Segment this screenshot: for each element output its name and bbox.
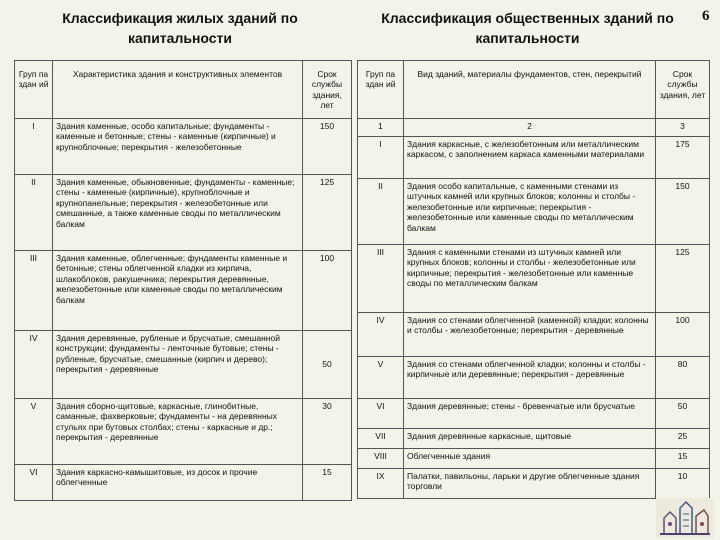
service-life-cell: 100 (303, 251, 352, 331)
group-cell: IV (15, 331, 53, 399)
group-cell: VI (15, 465, 53, 501)
description-cell: Здания со стенами облегченной кладки; колонны и столбы - кирпичные или деревянные; перекрытия - деревянные (404, 357, 656, 399)
description-cell: Здания каркасные, с железобетонным или металлическим каркасом, с заполнением каркаса каменными материалами (404, 137, 656, 179)
group-cell: VI (358, 399, 404, 429)
group-cell: III (358, 245, 404, 313)
left-table-title: Классификация жилых зданий по капитальности (62, 10, 298, 46)
description-cell: Здания со стенами облегченной (каменной) кладки; колонны и столбы - железобетонные; перекрытия - деревянные (404, 313, 656, 357)
table-row (358, 399, 710, 429)
column-number: 1 (358, 119, 404, 137)
group-cell: IX (358, 469, 404, 499)
service-life-cell: 150 (303, 119, 352, 175)
service-life-cell: 150 (656, 179, 710, 245)
column-header-service-life: Срок службы здания, лет (303, 61, 352, 119)
column-header-group: Груп па здан ий (15, 61, 53, 119)
public-classification-table (357, 60, 710, 499)
group-cell: VII (358, 429, 404, 449)
table-row (358, 137, 710, 179)
description-cell: Здания деревянные, рубленые и брусчатые, смешанной конструкции; фундаменты - ленточные бутовые; стены - рубленые, брусчатые, смешанные (кирпич и дерево); перекрытия - деревянные (53, 331, 303, 399)
service-life-cell: 80 (656, 357, 710, 399)
table-row (15, 399, 352, 465)
service-life-cell: 125 (656, 245, 710, 313)
table-row (15, 465, 352, 501)
service-life-cell: 100 (656, 313, 710, 357)
table-row (358, 245, 710, 313)
description-cell: Здания каменные, обыкновенные; фундаменты - каменные; стены - каменные (кирпичные), крупноблочные и крупнопанельные; перекрытия - железобетонные или смешанные, а также каменные своды по металлическим балкам (53, 175, 303, 251)
table-row (358, 179, 710, 245)
description-cell: Облегченные здания (404, 449, 656, 469)
group-cell: I (15, 119, 53, 175)
description-cell: Здания деревянные каркасные, щитовые (404, 429, 656, 449)
residential-classification-table (14, 60, 352, 501)
right-table-title: Классификация общественных зданий по капитальности (381, 10, 674, 46)
service-life-cell: 125 (303, 175, 352, 251)
table-row (358, 357, 710, 399)
table-row (358, 313, 710, 357)
group-cell: I (358, 137, 404, 179)
description-cell: Здания каменные, облегченные; фундаменты каменные и бетонные; стены облегченной кладки из кирпича, шлакоблоков, ракушечника; перекрытия деревянные, железобетонные или каменные своды по металлическим балкам (53, 251, 303, 331)
service-life-cell: 25 (656, 429, 710, 449)
column-number: 2 (404, 119, 656, 137)
page-number: 6 (702, 8, 710, 24)
column-number: 3 (656, 119, 710, 137)
table-row (358, 469, 710, 499)
group-cell: V (358, 357, 404, 399)
description-cell: Здания сборно-щитовые, каркасные, глинобитные, саманные, фахверковые; фундаменты - на деревянных стульях при бутовых столбах; стены - каркасные и др.; перекрытия - деревянные (53, 399, 303, 465)
table-row (358, 429, 710, 449)
group-cell: VIII (358, 449, 404, 469)
group-cell: V (15, 399, 53, 465)
column-header-group: Груп па здан ий (358, 61, 404, 119)
service-life-cell: 50 (656, 399, 710, 429)
group-cell: III (15, 251, 53, 331)
group-cell: II (15, 175, 53, 251)
group-cell: IV (358, 313, 404, 357)
description-cell: Здания деревянные; стены - бревенчатые или брусчатые (404, 399, 656, 429)
service-life-cell: 30 (303, 399, 352, 465)
table-row (15, 119, 352, 175)
column-header-service-life: Срок службы здания, лет (656, 61, 710, 119)
service-life-cell: 50 (303, 331, 352, 399)
service-life-cell: 15 (303, 465, 352, 501)
building-sketch-logo (656, 498, 714, 538)
service-life-cell: 175 (656, 137, 710, 179)
description-cell: Здания особо капитальные, с каменными стенами из штучных камней или крупных блоков; колонны и столбы - железобетонные или кирпичные; перекрытия - железобетонные или каменные своды по металлическим балкам (404, 179, 656, 245)
description-cell: Палатки, павильоны, ларьки и другие облегченные здания торговли (404, 469, 656, 499)
column-header-description: Характеристика здания и конструктивных элементов (53, 61, 303, 119)
column-header-description: Вид зданий, материалы фундаментов, стен, перекрытий (404, 61, 656, 119)
table-row (358, 449, 710, 469)
service-life-cell: 15 (656, 449, 710, 469)
table-row (15, 175, 352, 251)
service-life-cell: 10 (656, 469, 710, 499)
description-cell: Здания каменные, особо капитальные; фундаменты - каменные и бетонные; стены - каменные (кирпичные) и крупноблочные; перекрытия - железобетонные (53, 119, 303, 175)
description-cell: Здания с каменными стенами из штучных камней или крупных блоков; колонны и столбы - железобетонные или кирпичные; перекрытия - железобетонные или каменные своды по металлическим балкам (404, 245, 656, 313)
table-row (15, 251, 352, 331)
group-cell: II (358, 179, 404, 245)
table-row (15, 331, 352, 399)
description-cell: Здания каркасно-камышитовые, из досок и прочие облегченные (53, 465, 303, 501)
